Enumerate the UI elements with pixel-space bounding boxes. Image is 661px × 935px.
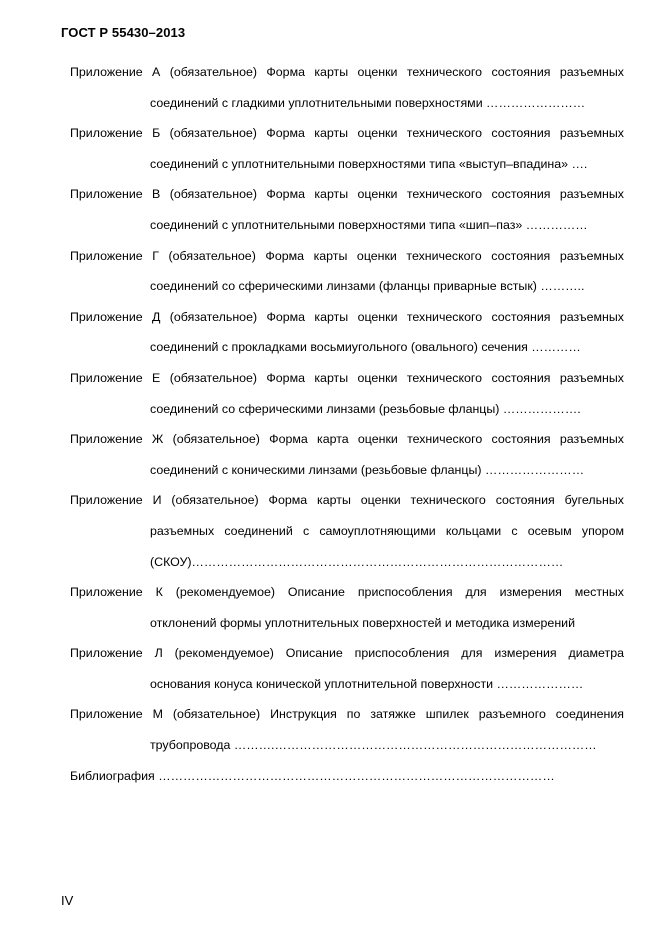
toc-entry-continuation: соединений со сферическими линзами (резьбовые фланцы) ………………. bbox=[150, 401, 581, 416]
toc-entry-title: Приложение М (обязательное) Инструкция по затяжке шпилек разъемного соединения bbox=[70, 707, 624, 722]
toc-entry-title: Приложение К (рекомендуемое) Описание приспособления для измерения местных bbox=[70, 585, 624, 600]
toc-entry-title: Приложение Е (обязательное) Форма карты оценки технического состояния разъемных bbox=[70, 370, 624, 385]
toc-entry-continuation: соединений со сферическими линзами (фланцы приварные встык) ……….. bbox=[150, 279, 585, 294]
toc-entry-appendix-e[interactable] bbox=[70, 369, 624, 430]
document-header: ГОСТ Р 55430–2013 bbox=[61, 25, 186, 40]
toc-entry-title: Библиография …………………………………………………………………………………… bbox=[70, 768, 555, 783]
toc-entry-title: Приложение И (обязательное) Форма карты оценки технического состояния бугельных bbox=[70, 493, 624, 508]
toc-entry-title: Приложение В (обязательное) Форма карты оценки технического состояния разъемных bbox=[70, 187, 624, 202]
toc-entry-continuation: основания конуса конической уплотнительной поверхности ………………… bbox=[150, 676, 584, 691]
toc-entry-title: Приложение Д (обязательное) Форма карты оценки технического состояния разъемных bbox=[70, 309, 624, 324]
toc-entry-appendix-v[interactable] bbox=[70, 185, 624, 246]
toc-entry-continuation: отклонений формы уплотнительных поверхностей и методика измерений bbox=[150, 615, 576, 630]
toc-entry-title: Приложение Г (обязательное) Форма карты оценки технического состояния разъемных bbox=[70, 248, 624, 263]
toc-entry-continuation: соединений с уплотнительными поверхностями типа «выступ–впадина» …. bbox=[150, 156, 588, 171]
toc-entry-appendix-d[interactable] bbox=[70, 308, 624, 369]
toc-entry-appendix-b[interactable] bbox=[70, 124, 624, 185]
toc-entry-appendix-zh[interactable] bbox=[70, 430, 624, 491]
toc-entry-bibliography[interactable] bbox=[70, 767, 624, 798]
toc-entry-continuation: трубопровода ……….…………………………………………………………………… bbox=[150, 738, 597, 753]
toc-entry-continuation: соединений с коническими линзами (резьбовые фланцы) …………………… bbox=[150, 462, 585, 477]
toc-entry-appendix-k[interactable] bbox=[70, 583, 624, 644]
toc-entry-title: Приложение А (обязательное) Форма карты оценки технического состояния разъемных bbox=[70, 65, 624, 79]
toc-entry-appendix-m[interactable] bbox=[70, 705, 624, 766]
toc-entry-title: Приложение Ж (обязательное) Форма карта оценки технического состояния разъемных bbox=[70, 432, 624, 447]
table-of-contents bbox=[70, 63, 624, 797]
toc-entry-continuation: соединений с гладкими уплотнительными поверхностями …………………… bbox=[150, 95, 586, 110]
toc-entry-continuation: (СКОУ)……………………………………………………………………………… bbox=[150, 554, 564, 569]
toc-entry-continuation: разъемных соединений с самоуплотняющими кольцами с осевым упором bbox=[150, 523, 624, 538]
toc-entry-appendix-g[interactable] bbox=[70, 247, 624, 308]
page-number: IV bbox=[61, 893, 74, 908]
toc-entry-continuation: соединений с прокладками восьмиугольного (овального) сечения ………… bbox=[150, 340, 581, 355]
toc-entry-title: Приложение Л (рекомендуемое) Описание приспособления для измерения диаметра bbox=[70, 646, 624, 661]
toc-entry-appendix-i[interactable] bbox=[70, 491, 624, 583]
toc-entry-continuation: соединений с уплотнительными поверхностями типа «шип–паз» …………… bbox=[150, 217, 588, 232]
toc-entry-appendix-a[interactable] bbox=[70, 63, 624, 124]
toc-entry-appendix-l[interactable] bbox=[70, 644, 624, 705]
toc-entry-title: Приложение Б (обязательное) Форма карты оценки технического состояния разъемных bbox=[70, 126, 624, 141]
